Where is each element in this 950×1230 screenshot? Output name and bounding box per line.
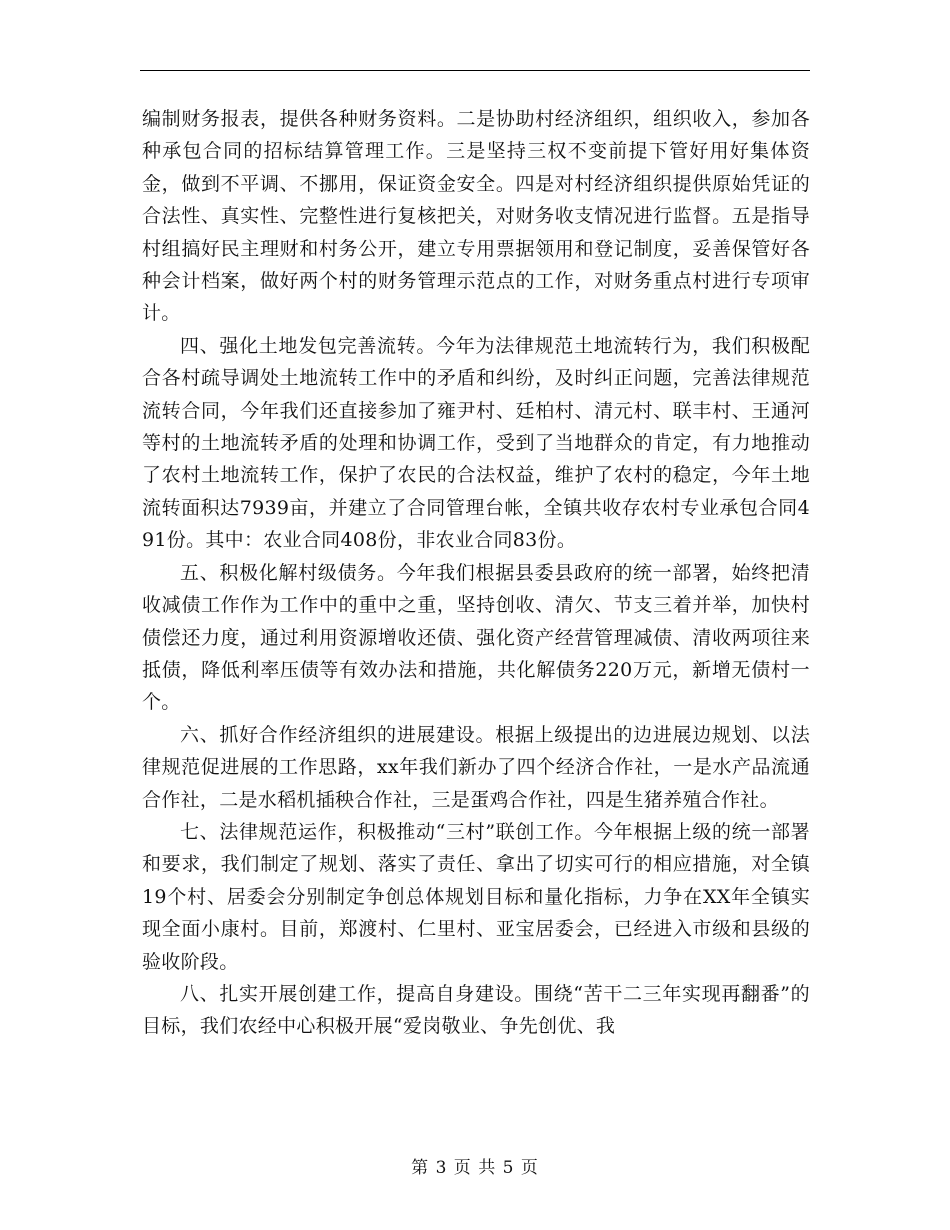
paragraph-section-6: 六、抓好合作经济组织的进展建设。根据上级提出的边进展边规划、以法律规范促进展的工作思路，xx年我们新办了四个经济合作社，一是水产品流通合作社，二是水稻机插秧合作社，三是蛋鸡合作社，四是生猪养殖合作社。 bbox=[142, 723, 810, 811]
document-body bbox=[142, 103, 810, 1043]
paragraph-section-7: 七、法律规范运作，积极推动“三村”联创工作。今年根据上级的统一部署和要求，我们制定了规划、落实了责任、拿出了切实可行的相应措施，对全镇19个村、居委会分别制定争创总体规划目标和量化指标，力争在XX年全镇实现全面小康村。目前，郑渡村、仁里村、亚宝居委会，已经进入市级和县级的验收阶段。 bbox=[142, 820, 810, 973]
paragraph-continuation: 编制财务报表，提供各种财务资料。二是协助村经济组织，组织收入，参加各种承包合同的招标结算管理工作。三是坚持三权不变前提下管好用好集体资金，做到不平调、不挪用，保证资金安全。四是对村经济组织提供原始凭证的合法性、真实性、完整性进行复核把关，对财务收支情况进行监督。五是指导村组搞好民主理财和村务公开，建立专用票据领用和登记制度，妥善保管好各种会计档案，做好两个村的财务管理示范点的工作，对财务重点村进行专项审计。 bbox=[142, 108, 810, 325]
header-rule bbox=[140, 70, 810, 71]
paragraph-section-4: 四、强化土地发包完善流转。今年为法律规范土地流转行为，我们积极配合各村疏导调处土地流转工作中的矛盾和纠纷，及时纠正问题，完善法律规范流转合同，今年我们还直接参加了雍尹村、廷柏村、清元村、联丰村、王通河等村的土地流转矛盾的处理和协调工作，受到了当地群众的肯定，有力地推动了农村土地流转工作，保护了农民的合法权益，维护了农村的稳定，今年土地流转面积达7939亩，并建立了合同管理台帐，全镇共收存农村专业承包合同491份。其中：农业合同408份，非农业合同83份。 bbox=[142, 334, 810, 552]
paragraph-section-8: 八、扎实开展创建工作，提高自身建设。围绕“苦干二三年实现再翻番”的目标，我们农经中心积极开展“爱岗敬业、争先创优、我 bbox=[142, 982, 810, 1038]
page-number: 第 3 页 共 5 页 bbox=[411, 1158, 539, 1178]
paragraph-section-5: 五、积极化解村级债务。今年我们根据县委县政府的统一部署，始终把清收减债工作作为工作中的重中之重，坚持创收、清欠、节支三着并举，加快村债偿还力度，通过利用资源增收还债、强化资产经营管理减债、清收两项往来抵债，降低利率压债等有效办法和措施，共化解债务220万元，新增无债村一个。 bbox=[142, 561, 810, 714]
